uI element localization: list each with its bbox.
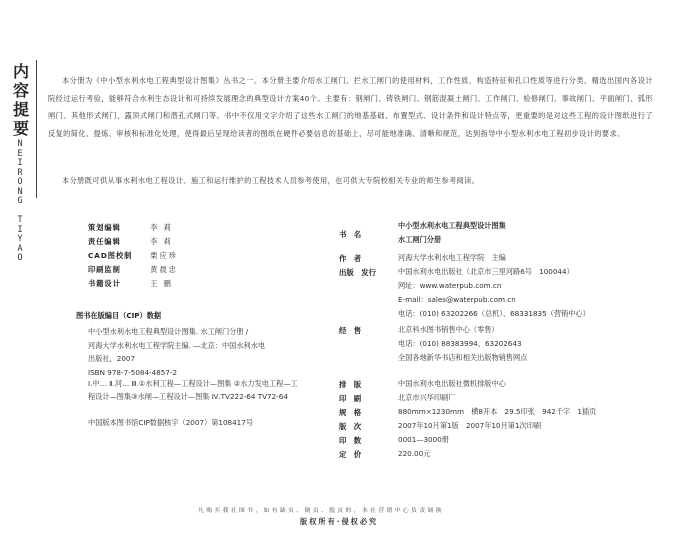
pinyin-char: R <box>17 167 23 178</box>
credit-label: 责任编辑 <box>88 237 121 246</box>
pinyin-char: Y <box>17 234 23 244</box>
pinyin-char: A <box>17 243 23 254</box>
publisher-line: E-mail：sales@waterpub.com.cn <box>398 295 516 304</box>
credit-row <box>88 221 173 234</box>
credit-row <box>88 235 173 248</box>
pinyin-char: T <box>17 215 23 225</box>
pinyin-char: G <box>17 196 23 206</box>
distributor-label: 经 售 <box>339 326 362 335</box>
copies: 0001—3000册 <box>398 435 449 444</box>
cip-classification: Ⅰ.中… Ⅱ.河… Ⅲ.①水利工程—工程设计—图集 ②水力发电工程—工程设计—图集③水闸—工程设计—图集 Ⅳ.TV222-64 TV72-64 <box>88 379 298 401</box>
sidebar-title-char: 容 <box>12 81 29 100</box>
author: 河海大学水利水电工程学院 主编 <box>398 253 506 262</box>
price-label: 定 价 <box>339 450 362 459</box>
credit-label: 书籍设计 <box>88 279 121 288</box>
credit-row <box>88 249 178 262</box>
pinyin-char: O <box>17 177 23 187</box>
cip-line: 中小型水利水电工程典型设计图集. 水工闸门分册 / <box>88 327 249 336</box>
summary-paragraph-1: 本分册为《中小型水利水电工程典型设计图集》丛书之一。本分册主要介绍水工闸门、拦水工闸门的使用材料，工作性质、构造特征和孔口性质等进行分类，精选出国内各设计院经过运行考验，能够符合水利生态设计和可持续发展理念的典型设计方案40个。主要有：钢闸门、铸铁闸门、钢筋混凝土闸门、工作闸门、检修闸门、事故闸门、平面闸门、弧形闸门、其他形式闸门、露顶式闸门和潜孔式闸门等。书中不仅用文字介绍了这些水工闸门的地基基础、布置型式、设计条件和设计特点等，更重要的是对这些工程的设计图纸进行了反复的简化、提炼、审核和标准化处理，使得最后呈现给读者的图纸在硬件必要信息的基础上，尽可能地准确、清晰和规范，达到指导中小型水利水电工程初步设计的要求。 <box>48 76 653 138</box>
sidebar-title-char: 内 <box>12 62 29 81</box>
sidebar-title-char: 要 <box>12 119 29 138</box>
credit-value: 李 莉 <box>150 237 173 246</box>
pinyin-char: I <box>17 224 23 235</box>
book-title: 中小型水利水电工程典型设计图集 <box>398 221 506 230</box>
cip-body <box>88 325 283 379</box>
credit-label: 策划编辑 <box>88 223 121 232</box>
printer: 北京市兴华印刷厂 <box>398 393 456 402</box>
pinyin-char: N <box>17 139 23 149</box>
distributor-line: 电话：(010) 88383994、63202643 <box>398 339 522 348</box>
footer-notice: 凡购买我社图书，如有缺页、倒页、脱页的，本社营销中心负责调换 <box>198 508 444 514</box>
cip-heading: 图书在版编目（CIP）数据 <box>76 311 162 320</box>
typeset-label: 排 版 <box>339 380 362 389</box>
sidebar-title-char: 提 <box>12 100 29 119</box>
distributor-line: 全国各地新华书店和相关出版物销售网点 <box>398 353 528 362</box>
credit-value: 王 鹏 <box>150 279 173 288</box>
pinyin-char: O <box>17 253 23 263</box>
book-subtitle: 水工闸门分册 <box>398 235 442 244</box>
publisher-label: 出版 发行 <box>339 268 376 277</box>
pinyin-char: I <box>17 158 23 168</box>
credit-row <box>88 263 178 276</box>
summary-paragraph-2: 本分册既可供从事水利水电工程设计、施工和运行维护的工程技术人员参考使用，也可供大专院校相关专业的师生参考阅读。 <box>62 176 480 185</box>
price: 220.00元 <box>398 449 431 458</box>
publisher-line: 电话：(010) 63202266（总机）、68331835（营销中心） <box>398 309 590 318</box>
cip-line: ISBN 978-7-5084-4857-2 <box>88 367 178 377</box>
book-title-label: 书 名 <box>339 230 362 239</box>
cip-line: 河海大学水利水电工程学院主编. —北京：中国水利水电 <box>88 340 266 350</box>
pinyin-char: N <box>17 186 23 197</box>
footer-rights: 版权所有·侵权必究 <box>300 517 379 526</box>
spec-label: 规 格 <box>339 408 362 417</box>
credit-value: 黄晨忠 <box>150 265 178 274</box>
typeset: 中国水利水电出版社微机排版中心 <box>398 379 506 388</box>
copies-label: 印 数 <box>339 436 362 445</box>
author-label: 作 者 <box>339 254 362 263</box>
publisher-line: 网址：www.waterpub.com.cn <box>398 281 502 290</box>
cip-line: 出版社，2007 <box>88 354 136 363</box>
credit-label: 印刷监制 <box>88 265 121 274</box>
cip-number: 中国版本图书馆CIP数据核字（2007）第108417号 <box>88 418 254 427</box>
sidebar-title <box>10 62 32 138</box>
publisher-line: 中国水利水电出版社（北京市三里河路6号 100044） <box>398 267 574 276</box>
edition-label: 版 次 <box>339 422 362 431</box>
credit-value: 栗应珍 <box>150 251 178 260</box>
pinyin-char: E <box>17 148 23 159</box>
edition: 2007年10月第1版 2007年10月第1次印刷 <box>398 421 542 430</box>
distributor-line: 北京科水图书销售中心（零售） <box>398 325 499 334</box>
credit-row <box>88 277 173 290</box>
sidebar-divider <box>36 60 37 198</box>
print-label: 印 刷 <box>339 394 362 403</box>
sidebar-pinyin <box>13 140 27 264</box>
spec: 880mm×1230mm 横8开本 29.5印张 942千字 1插页 <box>398 407 597 416</box>
credit-label: CAD图校制 <box>88 251 133 260</box>
credit-value: 李 莉 <box>150 223 173 232</box>
